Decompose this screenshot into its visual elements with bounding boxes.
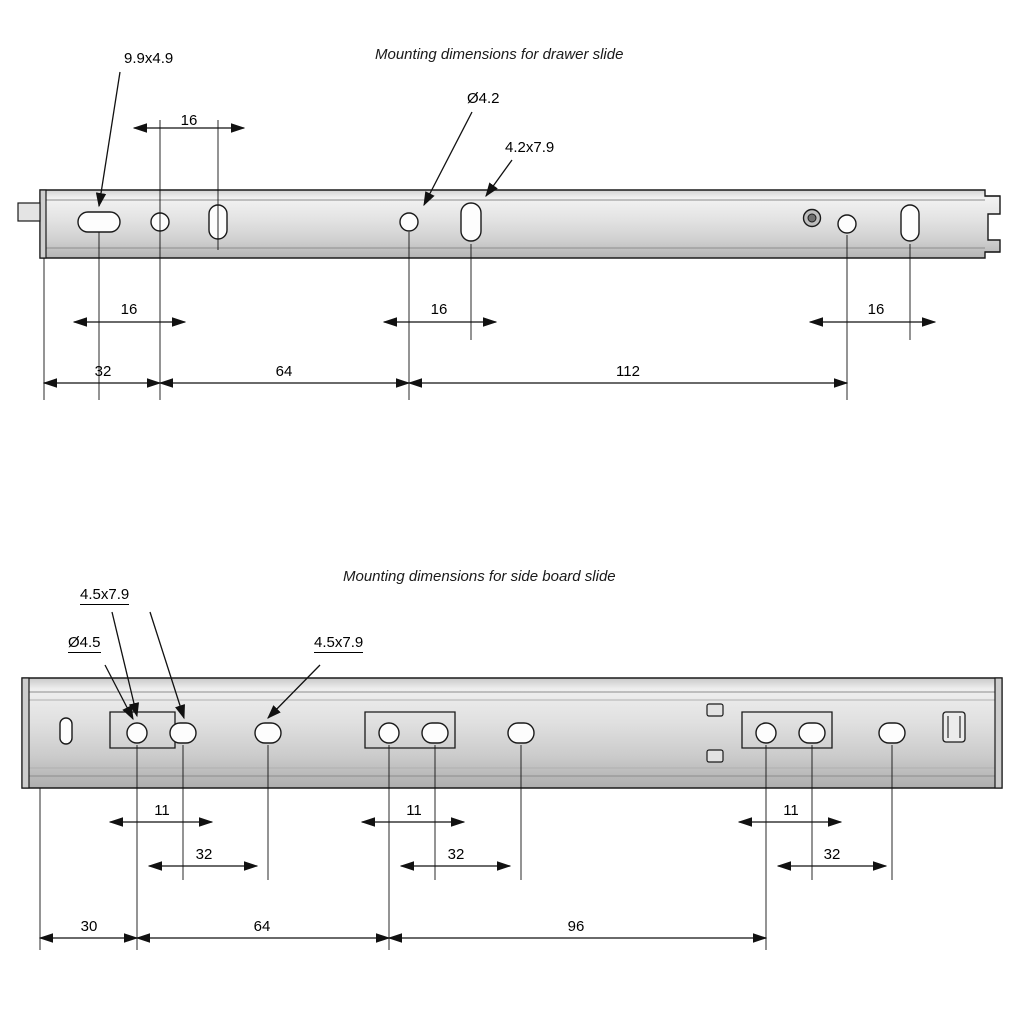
- dim-bottom-64: 64: [275, 363, 293, 380]
- drawer-slide-figure: [18, 72, 1000, 400]
- callout-9-9x4-9: 9.9x4.9: [124, 50, 174, 67]
- dim2-bottom-64: 64: [253, 918, 271, 935]
- drawer-slide-leaders: [99, 72, 512, 206]
- dim2-mid-11-b: 11: [406, 802, 422, 819]
- drawer-slide-extension-lines: [44, 120, 910, 400]
- dim2-mid-11-c: 11: [783, 802, 799, 819]
- dim-bottom-32: 32: [94, 363, 112, 380]
- dim-mid-16-c: 16: [867, 301, 885, 318]
- dim2-sub-32-c: 32: [823, 846, 841, 863]
- callout-diameter-4-2: Ø4.2: [467, 90, 500, 107]
- dim2-bottom-30: 30: [80, 918, 98, 935]
- dim-bottom-112: 112: [616, 363, 640, 380]
- dim2-mid-11-a: 11: [154, 802, 170, 819]
- dim2-sub-32-a: 32: [195, 846, 213, 863]
- callout2-4-5x7-9-a: 4.5x7.9: [80, 586, 130, 603]
- callout-4-2x7-9: 4.2x7.9: [505, 139, 555, 156]
- drawer-slide-caption: Mounting dimensions for drawer slide: [375, 46, 624, 63]
- side-board-slide-caption: Mounting dimensions for side board slide: [343, 568, 616, 585]
- dim2-sub-32-b: 32: [447, 846, 465, 863]
- dim-mid-16-a: 16: [120, 301, 138, 318]
- dim-mid-16-b: 16: [430, 301, 448, 318]
- callout2-diameter-4-5: Ø4.5: [68, 634, 101, 651]
- dim2-bottom-96: 96: [567, 918, 585, 935]
- dim-top-16: 16: [180, 112, 198, 129]
- callout2-4-5x7-9-b: 4.5x7.9: [314, 634, 364, 651]
- side-board-slide-figure: [22, 612, 1002, 950]
